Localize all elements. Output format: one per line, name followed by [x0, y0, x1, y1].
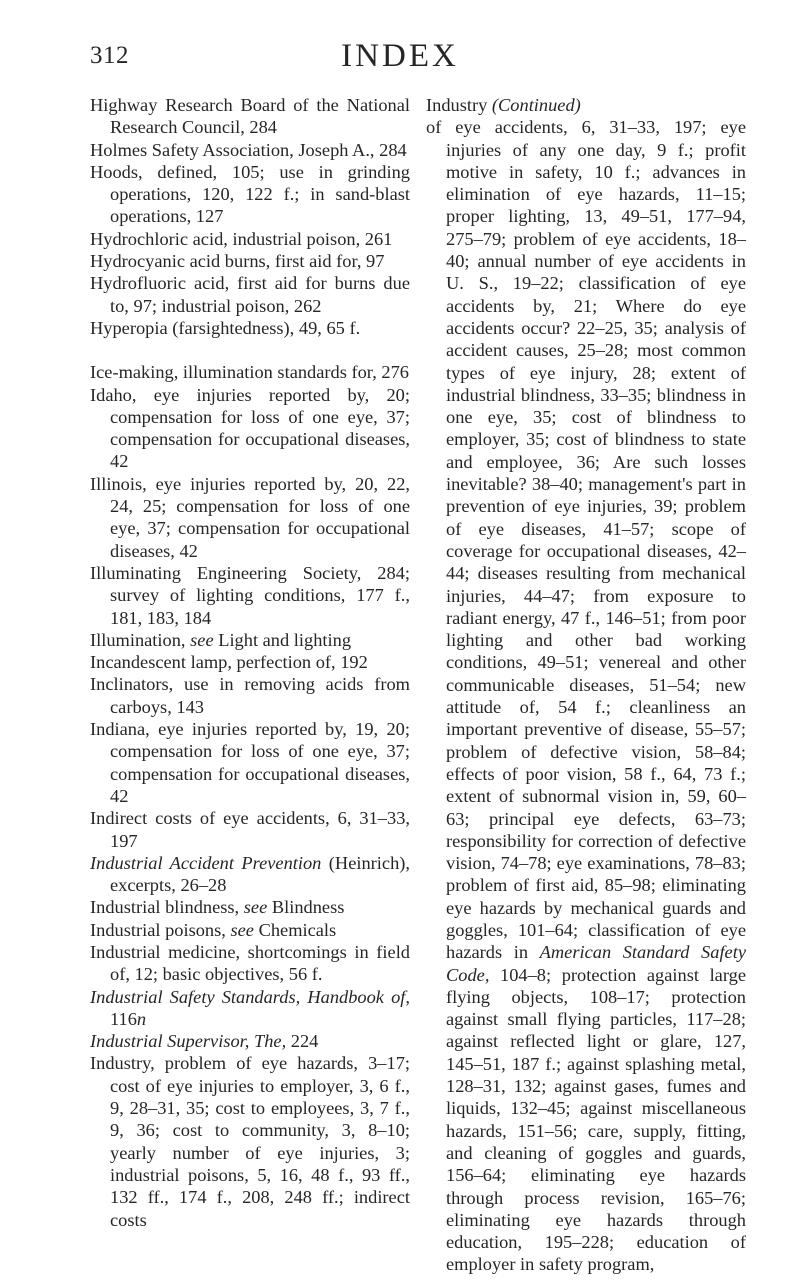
footnote-suffix: n — [136, 1008, 147, 1029]
entry-text: of eye accidents, 6, 31–33, 197; eye injuries of any one day, 9 f.; profit motive in safety, 10 f.; advances in elimination of eye hazards, 11–15; proper lighting, 13, 49–51, 177–94, 275–79; problem of eye accidents, 18–40; annual number of eye accidents in U. S., 19–22; classification of eye accidents by, 21; Where do eye accidents occur? 22–25, 35; analysis of accident causes, 25–28; most common types of eye injury, 28; extent of industrial blindness, 33–35; blindness in one eye, 35; cost of blindness to employer, 35; cost of blindness to state and employee, 36; Are such losses inevitable? 38–40; management's part in prevention of eye injuries, 39; problem of eye diseases, 41–57; scope of coverage for occupational diseases, 42–44; diseases resulting from mechanical injuries, 44–47; from exposure to radiant energy, 47 f., 146–51; from poor lighting and other bad working conditions, 49–51; venereal and other communicable diseases, 51–54; new attitude of, 54 f.; cleanliness an important preventive of disease, 55–57; problem of defective vision, 58–84; effects of poor vision, 58 f., 64, 73 f.; extent of subnormal vision in, 59, 60–63; principal eye defects, 63–73; responsibility for correction of defective vision, 74–78; eye examinations, 78–83; problem of first aid, 85–98; eliminating eye hazards by mechanical guards and goggles, 101–64; classification of eye hazards in — [426, 117, 746, 963]
index-entry: Holmes Safety Association, Joseph A., 284 — [90, 139, 407, 160]
index-entry: Highway Research Board of the National Research Council, 284 — [90, 95, 410, 138]
see-reference: see — [230, 919, 254, 940]
right-column — [426, 94, 746, 1276]
entry-term: Industrial poisons, — [90, 919, 231, 940]
entry-detail: 116 — [110, 1008, 137, 1029]
book-title: American Standard Safety Code, — [446, 942, 746, 985]
index-entry: Ice-making, illumination standards for, 276 — [90, 362, 409, 383]
index-entry: Idaho, eye injuries reported by, 20; compensation for loss of one eye, 37; compensation for occupational diseases, 42 — [90, 384, 410, 472]
continued-heading: Industry — [426, 95, 488, 115]
entry-detail: (Heinrich), excerpts, 26–28 — [110, 852, 410, 896]
book-title: Industrial Safety Standards, Handbook of, — [90, 986, 410, 1007]
entry-term: Illumination, — [90, 629, 191, 650]
book-title: Industrial Accident Prevention — [90, 852, 322, 873]
index-entry: Hoods, defined, 105; use in grinding operations, 120, 122 f.; in sand-blast operations, 127 — [90, 161, 410, 227]
index-entry: Industry, problem of eye hazards, 3–17; cost of eye injuries to employer, 3, 6 f., 9, 28–31, 35; cost to employees, 3, 7 f., 9, 36; cost to community, 3, 8–10; yearly number of eye injuries, 3; industrial poisons, 5, 16, 48 f., 93 ff., 132 ff., 174 f., 208, 248 ff.; indirect costs — [90, 1053, 410, 1230]
index-entry: Indirect costs of eye accidents, 6, 31–33, 197 — [90, 808, 410, 851]
page-header — [0, 38, 800, 88]
entry-term: Industrial blindness, — [90, 897, 244, 918]
index-entry — [90, 919, 410, 941]
index-entry: Inclinators, use in removing acids from carboys, 143 — [90, 674, 410, 717]
see-reference: see — [243, 897, 268, 918]
entry-target: Blindness — [267, 897, 345, 918]
index-entry: Indiana, eye injuries reported by, 19, 20; compensation for loss of one eye, 37; compensation for occupational diseases, 42 — [90, 719, 410, 806]
left-column — [90, 94, 410, 1231]
index-entry — [90, 896, 410, 918]
index-entry: Illinois, eye injuries reported by, 20, 22, 24, 25; compensation for loss of one eye, 37; compensation for occupational diseases, 42 — [90, 473, 410, 561]
continued-label: (Continued) — [491, 95, 581, 115]
entry-detail: 224 — [286, 1031, 319, 1052]
book-title: Industrial Supervisor, The, — [90, 1031, 287, 1052]
index-entry — [90, 1030, 410, 1052]
entry-target: Light and lighting — [213, 629, 352, 650]
index-entry: Hyperopia (farsightedness), 49, 65 f. — [90, 317, 361, 338]
index-entry — [90, 986, 410, 1031]
index-entry: Industrial medicine, shortcomings in field of, 12; basic objectives, 56 f. — [90, 941, 410, 985]
index-entry: Illuminating Engineering Society, 284; survey of lighting conditions, 177 f., 181, 183, 184 — [90, 562, 410, 628]
continued-entry — [426, 94, 746, 1276]
index-entry — [90, 852, 410, 897]
index-entry: Hydrocyanic acid burns, first aid for, 97 — [90, 251, 385, 272]
entry-target: Chemicals — [253, 919, 337, 940]
entry-text: 104–8; protection against large flying objects, 108–17; protection against small flying particles, 117–28; against reflected light or glare, 127, 145–51, 187 f.; against splashing metal, 128–31, 132; against gases, fumes and liquids, 132–45; against miscellaneous hazards, 151–56; care, supply, fitting, and cleaning of goggles and guards, 156–64; eliminating eye hazards through process revision, 165–76; eliminating eye hazards through education, 195–228; education of employer in safety program, — [446, 964, 746, 1275]
running-head: INDEX — [341, 38, 459, 74]
index-entry: Incandescent lamp, perfection of, 192 — [90, 652, 368, 673]
see-reference: see — [190, 629, 214, 650]
page-number: 312 — [90, 42, 129, 69]
index-entry — [90, 629, 410, 651]
index-entry: Hydrochloric acid, industrial poison, 261 — [90, 228, 393, 249]
index-entry: Hydrofluoric acid, first aid for burns due to, 97; industrial poison, 262 — [90, 273, 410, 316]
continued-entry-body — [426, 116, 746, 1275]
